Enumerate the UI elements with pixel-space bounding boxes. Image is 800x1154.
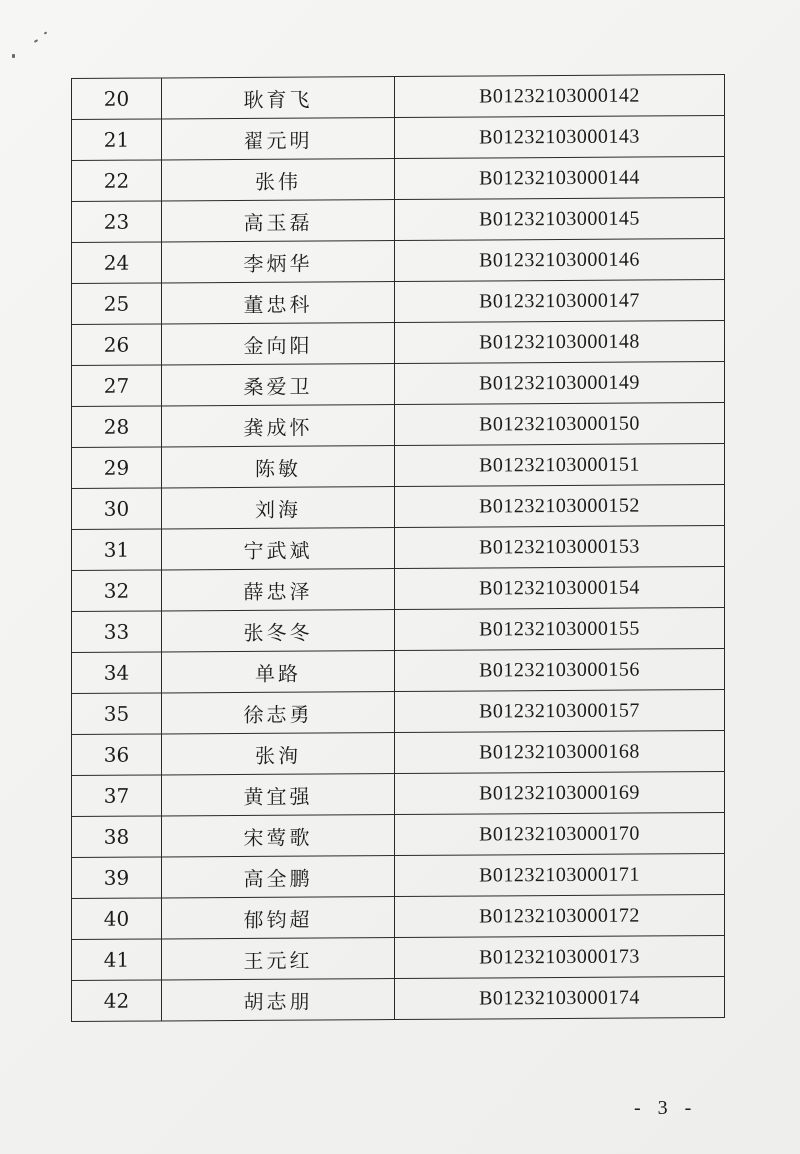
table-row bbox=[72, 567, 725, 612]
row-number-cell: 30 bbox=[72, 488, 162, 530]
code-cell: B01232103000147 bbox=[395, 280, 725, 323]
row-number-cell: 29 bbox=[72, 447, 162, 489]
table-row bbox=[72, 772, 725, 817]
name-cell: 宁武斌 bbox=[162, 528, 395, 570]
table-row bbox=[72, 977, 725, 1022]
table-row bbox=[72, 936, 725, 981]
code-cell: B01232103000145 bbox=[395, 198, 725, 241]
name-cell: 龚成怀 bbox=[162, 405, 395, 447]
row-number-cell: 23 bbox=[72, 201, 162, 243]
table-row bbox=[72, 731, 725, 776]
name-cell: 徐志勇 bbox=[162, 692, 395, 734]
table-row bbox=[72, 895, 725, 940]
row-number-cell: 27 bbox=[72, 365, 162, 407]
code-cell: B01232103000174 bbox=[395, 977, 725, 1020]
row-number-cell: 39 bbox=[72, 857, 162, 899]
code-cell: B01232103000170 bbox=[395, 813, 725, 856]
table-row bbox=[72, 239, 725, 284]
row-number-cell: 41 bbox=[72, 939, 162, 981]
row-number-cell: 40 bbox=[72, 898, 162, 940]
table-row bbox=[72, 116, 725, 161]
name-cell: 郁钧超 bbox=[162, 897, 395, 939]
table-row bbox=[72, 75, 725, 120]
name-cell: 单路 bbox=[162, 651, 395, 693]
code-cell: B01232103000157 bbox=[395, 690, 725, 733]
table-row bbox=[72, 608, 725, 653]
table-row bbox=[72, 403, 725, 448]
row-number-cell: 26 bbox=[72, 324, 162, 366]
code-cell: B01232103000151 bbox=[395, 444, 725, 487]
row-number-cell: 32 bbox=[72, 570, 162, 612]
table-row bbox=[72, 321, 725, 366]
row-number-cell: 25 bbox=[72, 283, 162, 325]
table-row bbox=[72, 690, 725, 735]
table-row bbox=[72, 854, 725, 899]
row-number-cell: 28 bbox=[72, 406, 162, 448]
name-cell: 李炳华 bbox=[162, 241, 395, 283]
row-number-cell: 33 bbox=[72, 611, 162, 653]
row-number-cell: 31 bbox=[72, 529, 162, 571]
name-cell: 高玉磊 bbox=[162, 200, 395, 242]
roster-table bbox=[71, 74, 725, 1022]
code-cell: B01232103000155 bbox=[395, 608, 725, 651]
name-cell: 金向阳 bbox=[162, 323, 395, 365]
table-row bbox=[72, 485, 725, 530]
name-cell: 胡志朋 bbox=[162, 979, 395, 1021]
name-cell: 耿育飞 bbox=[162, 77, 395, 119]
code-cell: B01232103000171 bbox=[395, 854, 725, 897]
row-number-cell: 34 bbox=[72, 652, 162, 694]
row-number-cell: 20 bbox=[72, 78, 162, 120]
code-cell: B01232103000146 bbox=[395, 239, 725, 282]
table-row bbox=[72, 198, 725, 243]
scan-speck bbox=[12, 54, 15, 58]
name-cell: 高全鹏 bbox=[162, 856, 395, 898]
name-cell: 刘海 bbox=[162, 487, 395, 529]
row-number-cell: 35 bbox=[72, 693, 162, 735]
table-row bbox=[72, 813, 725, 858]
code-cell: B01232103000172 bbox=[395, 895, 725, 938]
table-row bbox=[72, 649, 725, 694]
code-cell: B01232103000143 bbox=[395, 116, 725, 159]
row-number-cell: 24 bbox=[72, 242, 162, 284]
table-row bbox=[72, 526, 725, 571]
name-cell: 翟元明 bbox=[162, 118, 395, 160]
name-cell: 董忠科 bbox=[162, 282, 395, 324]
code-cell: B01232103000150 bbox=[395, 403, 725, 446]
name-cell: 宋莺歌 bbox=[162, 815, 395, 857]
code-cell: B01232103000168 bbox=[395, 731, 725, 774]
row-number-cell: 21 bbox=[72, 119, 162, 161]
table-row bbox=[72, 362, 725, 407]
name-cell: 张冬冬 bbox=[162, 610, 395, 652]
code-cell: B01232103000148 bbox=[395, 321, 725, 364]
scan-speck bbox=[44, 31, 48, 34]
name-cell: 桑爱卫 bbox=[162, 364, 395, 406]
scan-speck bbox=[34, 39, 38, 43]
table-row bbox=[72, 280, 725, 325]
row-number-cell: 22 bbox=[72, 160, 162, 202]
code-cell: B01232103000169 bbox=[395, 772, 725, 815]
row-number-cell: 37 bbox=[72, 775, 162, 817]
code-cell: B01232103000173 bbox=[395, 936, 725, 979]
page-number: - 3 - bbox=[634, 1097, 698, 1119]
code-cell: B01232103000144 bbox=[395, 157, 725, 200]
name-cell: 张伟 bbox=[162, 159, 395, 201]
row-number-cell: 42 bbox=[72, 980, 162, 1022]
name-cell: 薛忠泽 bbox=[162, 569, 395, 611]
code-cell: B01232103000149 bbox=[395, 362, 725, 405]
row-number-cell: 36 bbox=[72, 734, 162, 776]
name-cell: 王元红 bbox=[162, 938, 395, 980]
row-number-cell: 38 bbox=[72, 816, 162, 858]
name-cell: 陈敏 bbox=[162, 446, 395, 488]
code-cell: B01232103000152 bbox=[395, 485, 725, 528]
name-cell: 黄宜强 bbox=[162, 774, 395, 816]
code-cell: B01232103000153 bbox=[395, 526, 725, 569]
roster-table-body bbox=[72, 75, 725, 1022]
table-row bbox=[72, 444, 725, 489]
code-cell: B01232103000156 bbox=[395, 649, 725, 692]
table-row bbox=[72, 157, 725, 202]
code-cell: B01232103000142 bbox=[395, 75, 725, 118]
name-cell: 张洵 bbox=[162, 733, 395, 775]
code-cell: B01232103000154 bbox=[395, 567, 725, 610]
